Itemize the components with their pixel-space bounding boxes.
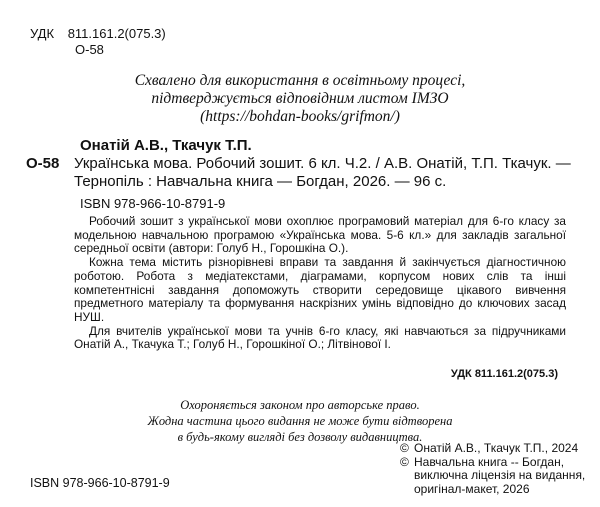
udk-footer: УДК 811.161.2(075.3) (450, 368, 558, 380)
copyright-notice-line: Охороняється законом про авторське право. (180, 398, 420, 412)
approval-note (0, 72, 600, 126)
authors-heading: Онатій А.В., Ткачук Т.П. (80, 137, 252, 154)
rights-text: Онатій А.В., Ткачук Т.П., 2024 (414, 441, 579, 455)
annotation-paragraph: Для вчителів української мови та учнів 6-го класу, які навчаються за підручниками Онатій А., Ткачука Т.; Голуб Н., Горошкіної О.; Літвінової І. (74, 323, 566, 352)
rights-text: оригінал-макет, 2026 (414, 481, 530, 496)
udk-code: 811.161.2(075.3) (67, 26, 166, 41)
approval-line: підтверджується відповідним листом ІМЗО (151, 90, 449, 107)
catalog-code: О-58 (26, 155, 60, 172)
copyright-notice-line: в будь-якому вигляді без дозволу видавництва. (177, 430, 423, 444)
approval-line: Схвалено для використання в освітньому процесі, (134, 72, 466, 89)
rights-text: виключна ліцензія на видання, (414, 468, 586, 482)
rights-row (400, 456, 585, 470)
copyright-symbol (400, 483, 414, 497)
annotation-paragraph: Робочий зошит з української мови охоплює програмовий матеріал для 6-го класу за модельною навчальною програмою «Українська мова. 5-6 кл.» для закладів загальної середньої освіти (автори: Голуб Н., Горошкіна О.). (74, 214, 566, 256)
rights-row (400, 442, 585, 456)
rights-row (400, 469, 585, 483)
udk-label: УДК (30, 26, 55, 41)
bibliographic-description: Українська мова. Робочий зошит. 6 кл. Ч.2. / А.В. Онатій, Т.П. Ткачук. — Тернопіль : Навчальна книга — Богдан, 2026. — 96 с. (74, 155, 571, 190)
isbn-main: ISBN 978-966-10-8791-9 (80, 196, 226, 211)
rights-block (400, 442, 585, 496)
catalog-code-top: О-58 (75, 42, 104, 57)
copyright-symbol (400, 469, 414, 483)
udk-header (30, 26, 166, 58)
copyright-symbol: © (400, 454, 409, 469)
annotation (74, 215, 566, 352)
approval-link: (https://bohdan-books/grifmon/) (200, 108, 400, 125)
rights-text: Навчальна книга -- Богдан, (414, 454, 565, 469)
copyright-symbol: © (400, 441, 409, 455)
isbn-footer: ISBN 978-966-10-8791-9 (30, 476, 170, 490)
rights-row (400, 483, 585, 497)
copyright-notice (0, 397, 600, 445)
annotation-paragraph: Кожна тема містить різнорівневі вправи та завдання й закінчується діагностичною роботою. Робота з медіатекстами, діаграмами, корпусом нових слів та інші компетентнісні завдання допоможуть створити середовище цікавого вивчення предметного матеріалу та формування наскрізних умінь відповідно до ключових засад НУШ. (74, 255, 566, 324)
copyright-notice-line: Жодна частина цього видання не може бути відтворена (147, 414, 453, 428)
